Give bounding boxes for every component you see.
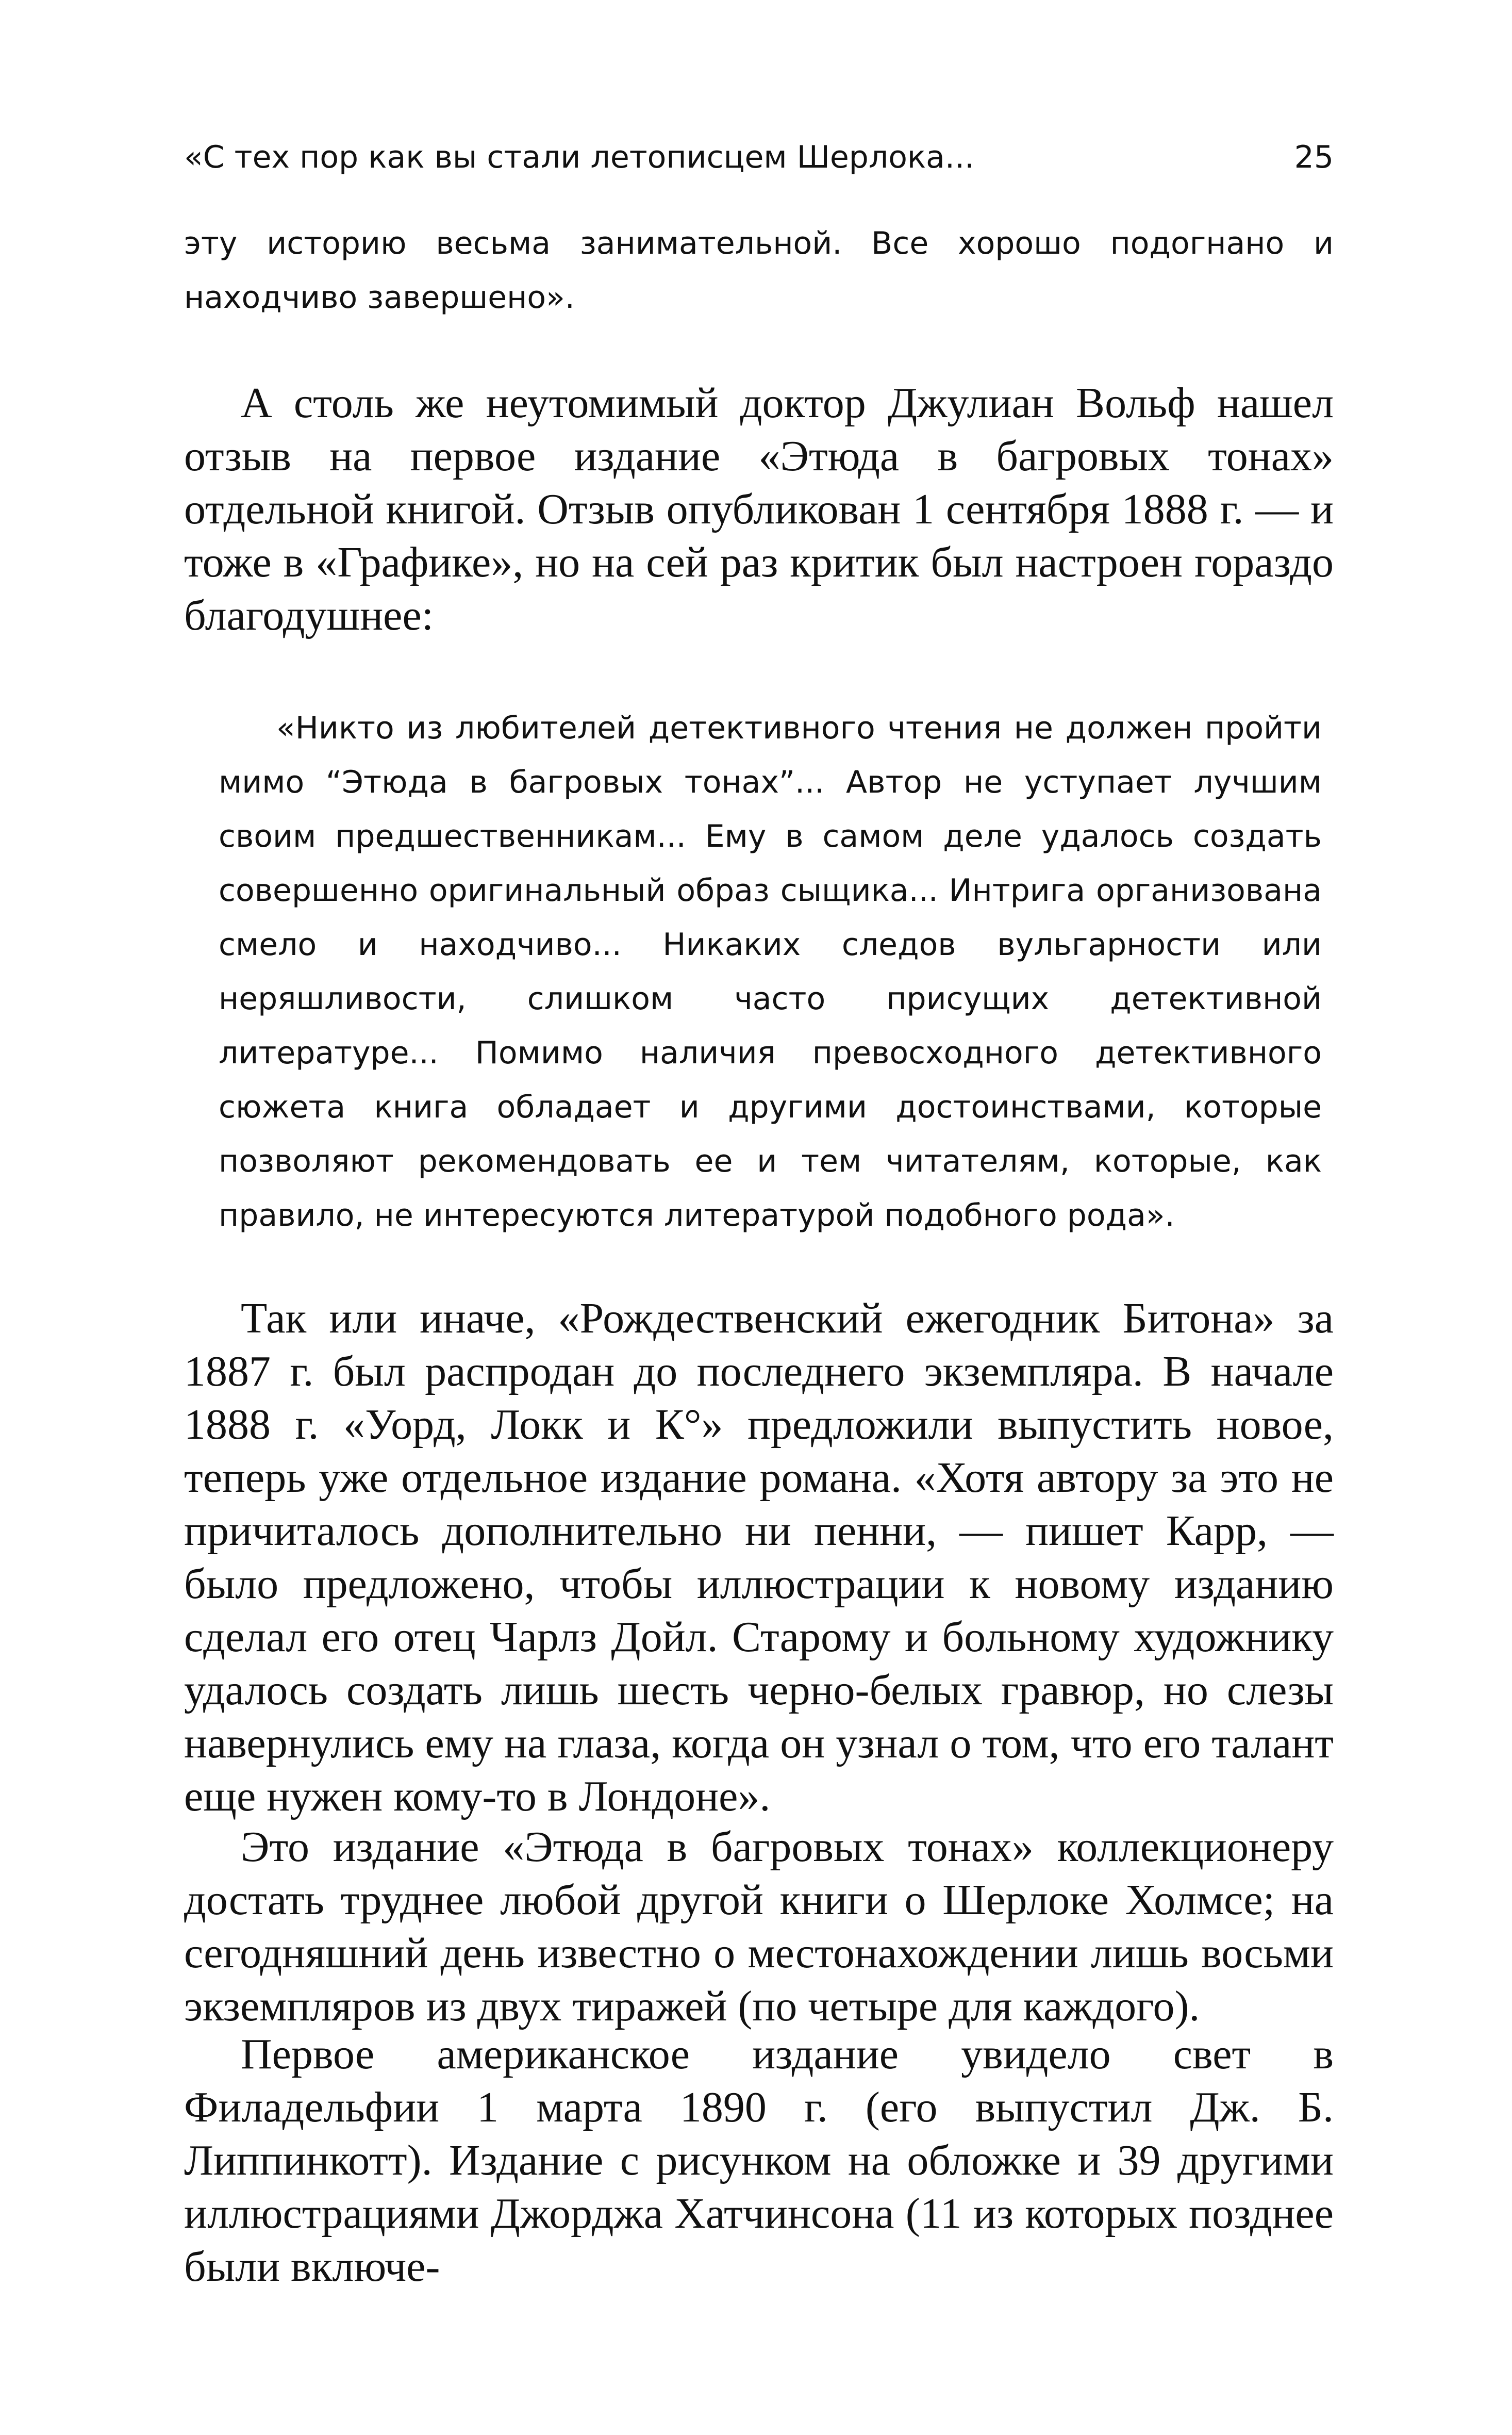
body-paragraph-3: Это издание «Этюда в багровых тонах» коллекционеру достать труднее любой другой книги о Шерлоке Холмсе; на сегодняшний день известно о местонахождении лишь восьми экземпляров из двух тиражей (по четыре для каждого).: [184, 1823, 1334, 2030]
running-title: «С тех пор как вы стали летописцем Шерлока...: [184, 139, 975, 175]
continued-quote: эту историю весьма занимательной. Все хорошо подогнано и находчиво завершено».: [184, 225, 1334, 316]
body-paragraph-4: Первое американское издание увидело свет в Филадельфии 1 марта 1890 г. (его выпустил Дж. Б. Липпинкотт). Издание с рисунком на обложке и 39 другими иллюстрациями Джорджа Хатчинсона (11 из которых позднее были включе-: [184, 2030, 1334, 2291]
block-quote: «Никто из любителей детективного чтения не должен пройти мимо “Этюда в багровых тонах”... Автор не уступает лучшим своим предшественникам... Ему в самом деле удалось создать совершенно оригинальный образ сыщика... Интрига организована смело и находчиво... Никаких следов вульгарности или неряшливости, слишком часто присущих детективной литературе... Помимо наличия превосходного детективного сюжета книга обладает и другими достоинствами, которые позволяют рекомендовать ее и тем читателям, которые, как правило, не интересуются литературой подобного рода».: [219, 710, 1322, 1233]
body-paragraph-2: Так или иначе, «Рождественский ежегодник Битона» за 1887 г. был распродан до последнего экземпляра. В начале 1888 г. «Уорд, Локк и К°» предложили выпустить новое, теперь уже отдельное издание романа. «Хотя автору за это не причиталось дополнительно ни пенни, — пишет Карр, — было предложено, чтобы иллюстрации к новому изданию сделал его отец Чарлз Дойл. Старому и больному художнику удалось создать лишь шесть черно-белых гравюр, но слезы навернулись ему на глаза, когда он узнал о том, что его талант еще нужен кому-то в Лондоне».: [184, 1294, 1334, 1820]
page-number: 25: [1294, 139, 1334, 175]
body-paragraph-1: А столь же неутомимый доктор Джулиан Вольф нашел отзыв на первое издание «Этюда в багровых тонах» отдельной книгой. Отзыв опубликован 1 сентября 1888 г. — и тоже в «Графике», но на сей раз критик был настроен гораздо благодушнее:: [184, 379, 1334, 639]
running-header: [184, 131, 1334, 183]
